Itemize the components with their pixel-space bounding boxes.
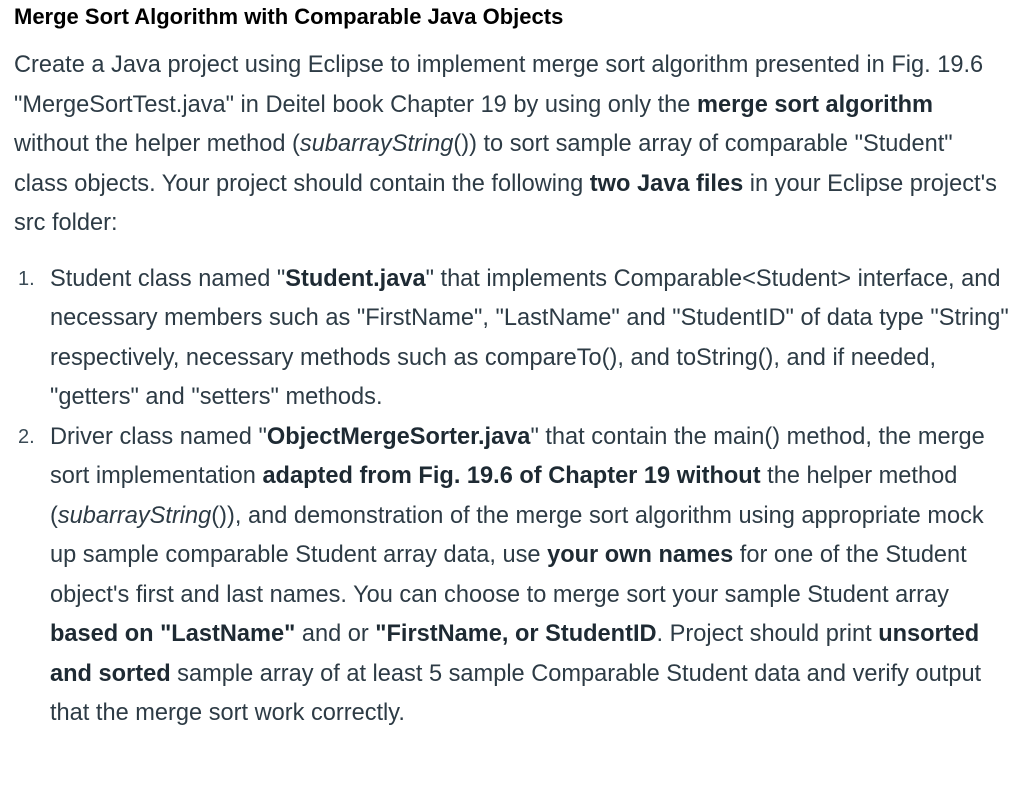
intro-paragraph xyxy=(14,46,1010,244)
intro-text: Create a Java project using Eclipse to implement merge sort algorithm presented in Fig. 19.6 "MergeSortTest.java" in Deitel book Chapter 19 by using only the xyxy=(14,52,984,118)
item-text: " that implements Comparable<Student> interface, and necessary members such as "FirstName", "LastName" and "StudentID" of data type "String" respectively, necessary methods such as compareTo(), and toString(), and if needed, "getters" and "setters" methods. xyxy=(50,265,1009,410)
item-bold-text: unsorted and sorted xyxy=(50,621,980,687)
list-item xyxy=(14,418,1010,734)
intro-text: without the helper method ( xyxy=(14,131,300,157)
item-text: sample array of at least 5 sample Comparable Student data and verify output that the merge sort work correctly. xyxy=(50,660,982,726)
intro-bold-text: merge sort algorithm xyxy=(697,91,933,118)
item-text: the helper method ( xyxy=(50,463,958,529)
item-bold-text: based on "LastName" xyxy=(50,621,296,647)
item-text: Student class named " xyxy=(50,265,286,292)
requirements-list xyxy=(14,260,1010,734)
list-marker: 2. xyxy=(18,425,35,448)
page-title: Merge Sort Algorithm with Comparable Java Objects xyxy=(14,4,564,29)
intro-italic-text: subarrayString xyxy=(299,131,454,157)
item-bold-text: adapted from Fig. 19.6 of Chapter 19 without xyxy=(262,463,761,489)
intro-text: in your Eclipse project's src folder: xyxy=(14,170,997,236)
item-text: ()), and demonstration of the merge sort algorithm using appropriate mock up sample comparable Student array data, use xyxy=(50,502,984,568)
item-bold-text: "FirstName, or StudentID xyxy=(375,621,657,647)
list-marker: 1. xyxy=(18,267,35,290)
item-text: . Project should print xyxy=(656,621,879,647)
item-text: " that contain the main() method, the merge sort implementation xyxy=(50,423,985,489)
item-text: for one of the Student object's first and last names. You can choose to merge sort your sample Student array xyxy=(50,542,967,608)
intro-text: ()) to sort sample array of comparable "Student" class objects. Your project should contain the following xyxy=(14,131,953,197)
item-text: and or xyxy=(295,621,376,647)
item-text: Driver class named " xyxy=(50,423,267,450)
item-bold-text: ObjectMergeSorter.java xyxy=(266,423,531,450)
item-bold-text: Student.java xyxy=(285,265,426,292)
list-item xyxy=(14,260,1010,418)
intro-bold-text: two Java files xyxy=(589,170,744,197)
item-bold-text: your own names xyxy=(547,542,734,568)
item-italic-text: subarrayString xyxy=(57,502,212,529)
